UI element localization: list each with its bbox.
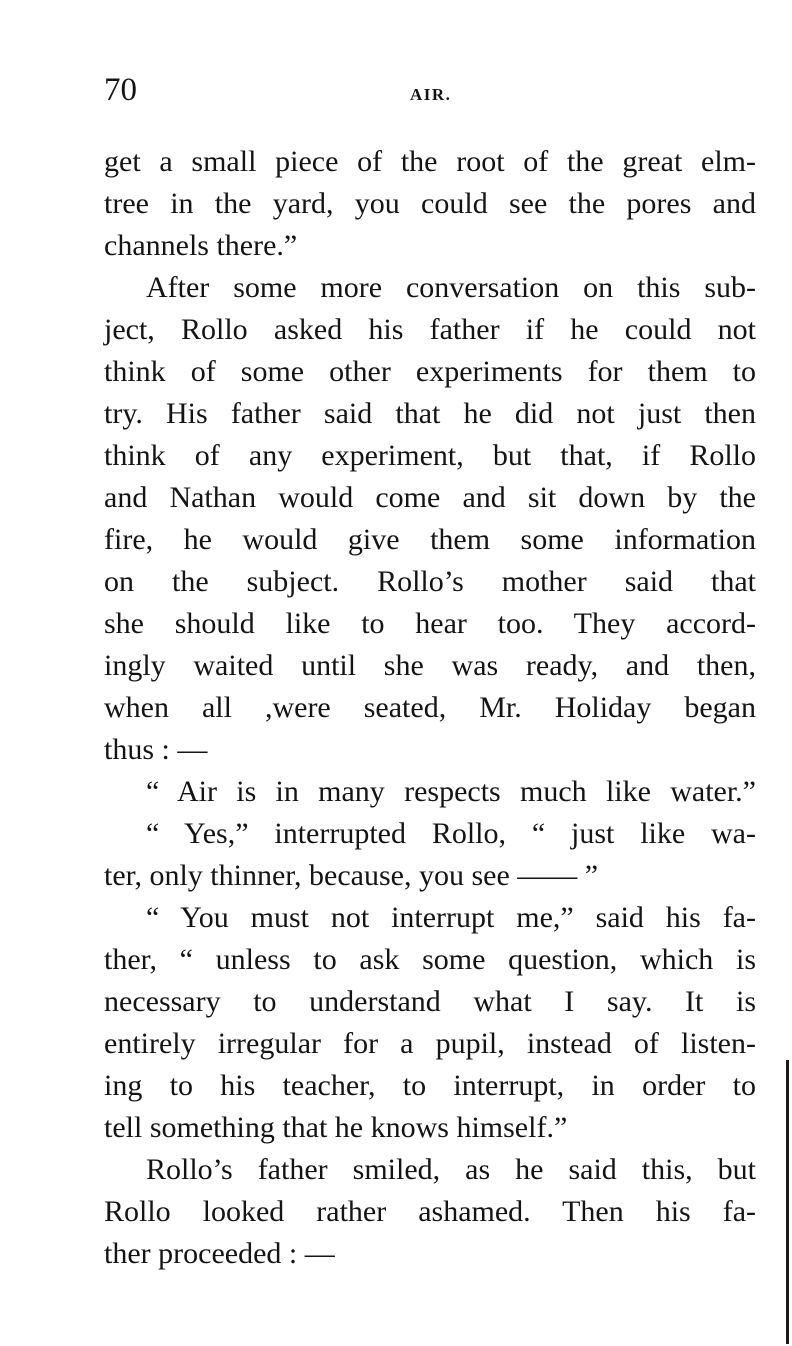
text-line: on the subject. Rollo’s mother said that — [104, 565, 756, 598]
text-line: ther proceeded : — — [104, 1237, 335, 1270]
text-line: she should like to hear too. They accord- — [104, 607, 756, 640]
text-line: think of any experiment, but that, if Rollo — [104, 439, 756, 472]
text-line: tell something that he knows himself.” — [104, 1111, 568, 1144]
text-line: try. His father said that he did not just then — [104, 397, 756, 430]
text-line: ject, Rollo asked his father if he could not — [104, 313, 756, 346]
text-line: Rollo’s father smiled, as he said this, but — [146, 1153, 756, 1186]
text-line: entirely irregular for a pupil, instead of listen- — [104, 1027, 756, 1060]
text-line: ther, “ unless to ask some question, which is — [104, 943, 756, 976]
text-line: ing to his teacher, to interrupt, in order to — [104, 1069, 756, 1102]
text-line: “ You must not interrupt me,” said his fa- — [146, 901, 756, 934]
text-line: thus : — — [104, 733, 208, 766]
text-line: necessary to understand what I say. It is — [104, 985, 756, 1018]
text-line: and Nathan would come and sit down by the — [104, 481, 756, 514]
page-header — [104, 72, 756, 112]
page-edge-shadow — [786, 1060, 789, 1344]
page-number: 70 — [104, 72, 137, 108]
text-line: get a small piece of the root of the great elm- — [104, 145, 756, 178]
text-line: tree in the yard, you could see the pores and — [104, 187, 756, 220]
text-line: “ Yes,” interrupted Rollo, “ just like wa- — [146, 817, 756, 850]
text-line: ingly waited until she was ready, and then, — [104, 649, 756, 682]
text-line: Rollo looked rather ashamed. Then his fa- — [104, 1195, 756, 1228]
text-line: fire, he would give them some information — [104, 523, 756, 556]
text-line: when all ,were seated, Mr. Holiday began — [104, 691, 756, 724]
text-line: think of some other experiments for them to — [104, 355, 756, 388]
text-line: After some more conversation on this sub- — [146, 271, 756, 304]
text-line: “ Air is in many respects much like water.” — [146, 775, 756, 808]
running-head: AIR. — [410, 85, 452, 104]
text-line: channels there.” — [104, 229, 298, 262]
text-line: ter, only thinner, because, you see —— ” — [104, 859, 599, 892]
